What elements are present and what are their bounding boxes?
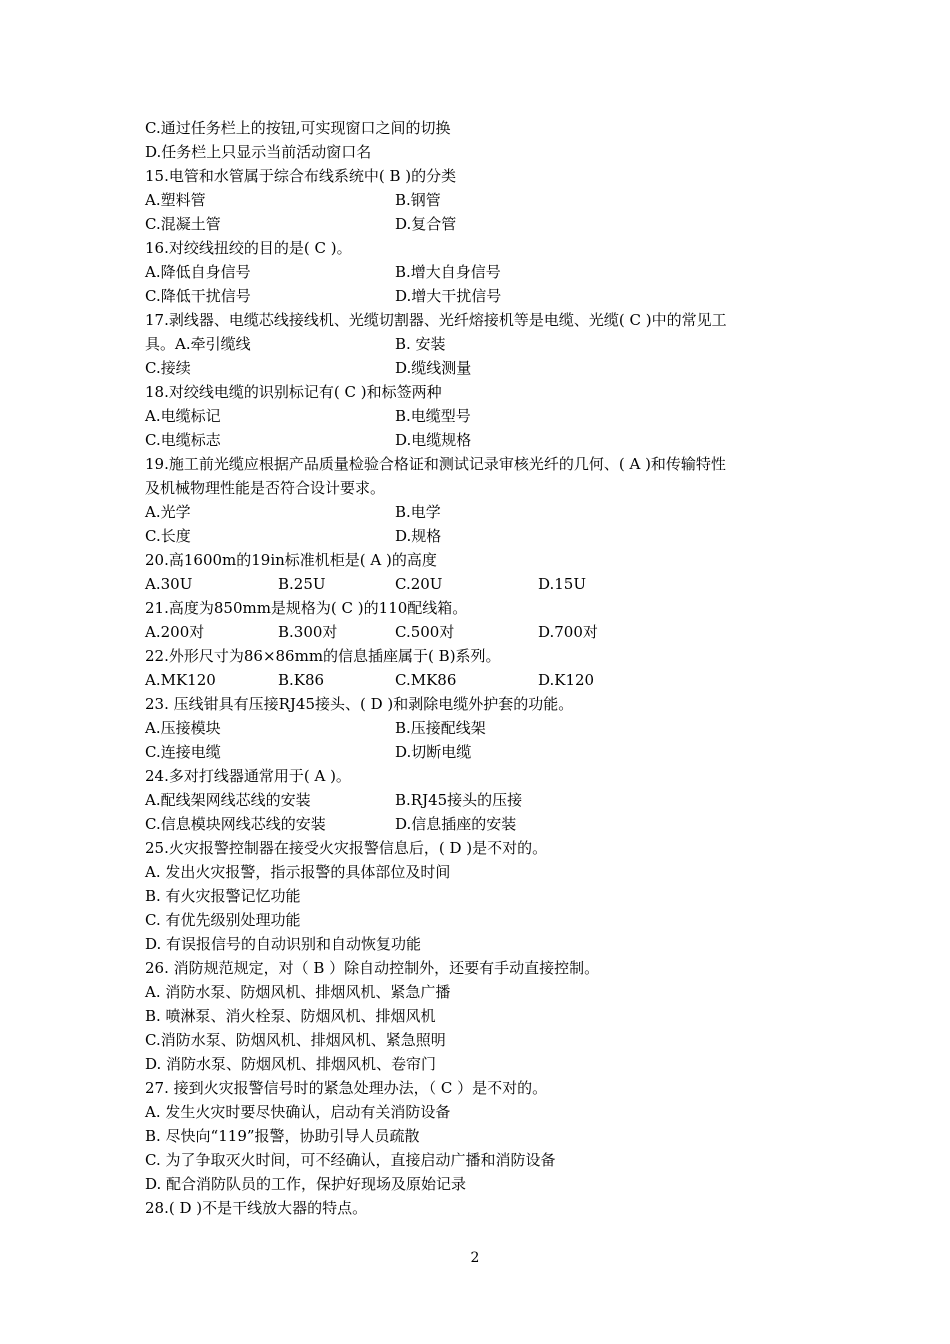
option-item: A.MK120 xyxy=(145,671,216,689)
text-line: 24.多对打线器通常用于( A )。 xyxy=(145,767,351,785)
text-line: 18.对绞线电缆的识别标记有( C )和标签两种 xyxy=(145,383,442,401)
option-item: D.15U xyxy=(538,575,586,593)
option-item: D.700对 xyxy=(538,623,598,641)
option-item: C.MK86 xyxy=(395,671,457,689)
option-right: B.RJ45接头的压接 xyxy=(395,791,523,809)
option-left: C.混凝土管 xyxy=(145,215,221,233)
option-row xyxy=(145,740,815,764)
option-item: C.500对 xyxy=(395,623,455,641)
text-line: A. 消防水泵、防烟风机、排烟风机、紧急广播 xyxy=(145,983,451,1001)
option-left: A.电缆标记 xyxy=(145,407,221,425)
page-number: 2 xyxy=(470,1250,480,1266)
text-line: 22.外形尺寸为86×86mm的信息插座属于( B)系列。 xyxy=(145,647,501,665)
text-line: B. 有火灾报警记忆功能 xyxy=(145,887,301,905)
option-row xyxy=(145,212,815,236)
option-right: D.缆线测量 xyxy=(395,359,472,377)
option-item: B.300对 xyxy=(278,623,338,641)
option-right: D.切断电缆 xyxy=(395,743,472,761)
text-line: 21.高度为850mm是规格为( C )的110配线箱。 xyxy=(145,599,468,617)
option-item: C.20U xyxy=(395,575,443,593)
text-line: 28.( D )不是干线放大器的特点。 xyxy=(145,1199,368,1217)
text-line: A. 发生火灾时要尽快确认，启动有关消防设备 xyxy=(145,1103,451,1121)
option-right: D.增大干扰信号 xyxy=(395,287,502,305)
text-line: 23. 压线钳具有压接RJ45接头、( D )和剥除电缆外护套的功能。 xyxy=(145,695,574,713)
text-line: 17.剥线器、电缆芯线接线机、光缆切割器、光纤熔接机等是电缆、光缆( C )中的常见工 xyxy=(145,311,727,329)
option-item: D.K120 xyxy=(538,671,595,689)
option-right: B.钢管 xyxy=(395,191,441,209)
option-row xyxy=(145,188,815,212)
text-line: D.任务栏上只显示当前活动窗口名 xyxy=(145,143,372,161)
option-left: A.降低自身信号 xyxy=(145,263,251,281)
option-row xyxy=(145,812,815,836)
option-left: 具。A.牵引缆线 xyxy=(145,335,251,353)
text-line: C.通过任务栏上的按钮,可实现窗口之间的切换 xyxy=(145,119,451,137)
option-left: C.降低干扰信号 xyxy=(145,287,251,305)
option-row xyxy=(145,356,815,380)
text-line: 25.火灾报警控制器在接受火灾报警信息后，( D )是不对的。 xyxy=(145,839,548,857)
option-left: C.接续 xyxy=(145,359,191,377)
option-right: D.电缆规格 xyxy=(395,431,472,449)
option-left: A.光学 xyxy=(145,503,191,521)
option-right: D.信息插座的安装 xyxy=(395,815,517,833)
option-row xyxy=(145,428,815,452)
option-row xyxy=(145,716,815,740)
option-row xyxy=(145,524,815,548)
text-line: D. 有误报信号的自动识别和自动恢复功能 xyxy=(145,935,422,953)
option-left: A.压接模块 xyxy=(145,719,221,737)
option-left: A.配线架网线芯线的安装 xyxy=(145,791,311,809)
text-line: 15.电管和水管属于综合布线系统中( B )的分类 xyxy=(145,167,457,185)
option-right: B. 安装 xyxy=(395,335,446,353)
option-row xyxy=(145,788,815,812)
option-item: B.K86 xyxy=(278,671,325,689)
option-item: B.25U xyxy=(278,575,326,593)
option-row xyxy=(145,572,815,596)
option-row xyxy=(145,668,815,692)
option-item: A.200对 xyxy=(145,623,205,641)
option-row xyxy=(145,500,815,524)
text-line: B. 尽快向“119”报警，协助引导人员疏散 xyxy=(145,1127,420,1145)
text-line: C. 为了争取灭火时间，可不经确认，直接启动广播和消防设备 xyxy=(145,1151,556,1169)
text-line: C.消防水泵、防烟风机、排烟风机、紧急照明 xyxy=(145,1031,446,1049)
text-line: 19.施工前光缆应根据产品质量检验合格证和测试记录审核光纤的几何、( A )和传输特性 xyxy=(145,455,726,473)
text-line: D. 消防水泵、防烟风机、排烟风机、卷帘门 xyxy=(145,1055,437,1073)
option-right: B.增大自身信号 xyxy=(395,263,501,281)
text-line: 27. 接到火灾报警信号时的紧急处理办法，（ C ）是不对的。 xyxy=(145,1079,548,1097)
text-line: D. 配合消防队员的工作，保护好现场及原始记录 xyxy=(145,1175,467,1193)
text-line: A. 发出火灾报警，指示报警的具体部位及时间 xyxy=(145,863,451,881)
text-line: B. 喷淋泵、消火栓泵、防烟风机、排烟风机 xyxy=(145,1007,436,1025)
option-left: C.长度 xyxy=(145,527,191,545)
option-row xyxy=(145,404,815,428)
option-left: C.电缆标志 xyxy=(145,431,221,449)
text-line: 20.高1600m的19in标准机柜是( A )的高度 xyxy=(145,551,437,569)
option-item: A.30U xyxy=(145,575,193,593)
text-line: 26. 消防规范规定，对（ B ）除自动控制外，还要有手动直接控制。 xyxy=(145,959,600,977)
option-right: B.压接配线架 xyxy=(395,719,486,737)
text-line: 及机械物理性能是否符合设计要求。 xyxy=(145,479,386,497)
question-list xyxy=(145,116,815,1220)
option-right: B.电缆型号 xyxy=(395,407,471,425)
option-left: C.信息模块网线芯线的安装 xyxy=(145,815,326,833)
option-row xyxy=(145,620,815,644)
option-left: C.连接电缆 xyxy=(145,743,221,761)
option-row xyxy=(145,332,815,356)
option-row xyxy=(145,284,815,308)
text-line: C. 有优先级别处理功能 xyxy=(145,911,301,929)
option-right: D.复合管 xyxy=(395,215,457,233)
option-row xyxy=(145,260,815,284)
text-line: 16.对绞线扭绞的目的是( C )。 xyxy=(145,239,352,257)
option-right: D.规格 xyxy=(395,527,442,545)
option-right: B.电学 xyxy=(395,503,441,521)
option-left: A.塑料管 xyxy=(145,191,206,209)
